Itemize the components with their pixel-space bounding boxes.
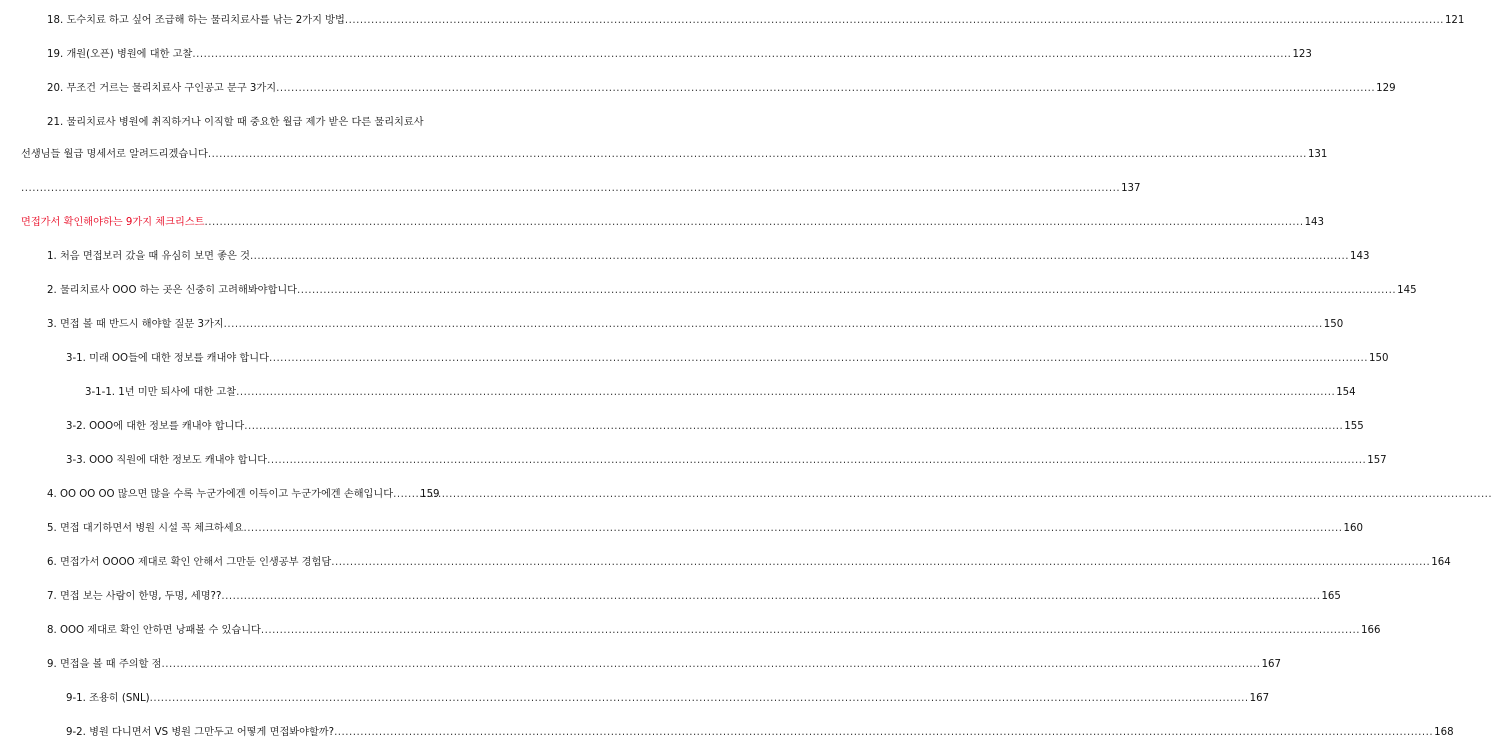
toc-entry-3-3[interactable]: [66, 454, 1387, 468]
toc-entry-related-posts[interactable]: [21, 182, 1141, 196]
toc-dot-leader: [244, 420, 1343, 434]
toc-page-number: 166: [1360, 625, 1381, 636]
toc-entry-20[interactable]: [47, 82, 1396, 96]
toc-entry-19[interactable]: [47, 48, 1312, 62]
toc-page-number: 160: [1343, 523, 1363, 534]
toc-dot-leader: [208, 148, 1307, 162]
toc-entry-3-1[interactable]: [66, 352, 1389, 366]
toc-entry-title: 8. OOO 제대로 확인 안하면 낭패볼 수 있습니다: [47, 625, 261, 636]
toc-page-number: 150: [1369, 353, 1389, 364]
toc-dot-leader: [331, 556, 1430, 570]
toc-entry-9-1[interactable]: [66, 692, 1270, 706]
toc-page-number: 137: [1121, 183, 1141, 194]
toc-page-number: 168: [1434, 727, 1454, 738]
toc-dot-leader: [345, 14, 1444, 28]
toc-entry-title: 3-1. 미래 OO들에 대한 정보를 캐내야 합니다: [66, 353, 269, 364]
toc-page-number: 165: [1321, 591, 1341, 602]
toc-entry-checklist[interactable]: [21, 216, 1325, 230]
toc-entry-title: 9. 면접을 볼 때 주의할 점: [47, 659, 162, 670]
toc-page-number: 155: [1344, 421, 1364, 432]
toc-entry-title: 18. 도수치료 하고 싶어 조급해 하는 물리치료사를 낚는 2가지 방법: [47, 15, 345, 26]
toc-entry-title: 20. 무조건 거르는 물리치료사 구인공고 문구 3가지: [47, 83, 277, 94]
toc-page-number: 159: [420, 489, 440, 500]
toc-entry-3[interactable]: [47, 318, 1344, 332]
toc-entry-8[interactable]: [47, 624, 1381, 638]
toc-page-number: 121: [1444, 15, 1465, 26]
toc-page-number: 157: [1367, 455, 1387, 466]
toc-page-number: 145: [1397, 285, 1417, 296]
toc-page-number: 150: [1323, 319, 1344, 330]
toc-entry-title: 3-2. OOO에 대한 정보를 캐내야 합니다: [66, 421, 245, 432]
toc-dot-leader: [221, 590, 1320, 604]
toc-entry-title: 1. 처음 면접보러 갔을 때 유심히 보면 좋은 것: [47, 251, 250, 262]
toc-entry-title: 4. OO OO OO 많으면 많을 수록 누군가에겐 이득이고 누군가에겐 손해입니다: [47, 489, 394, 500]
toc-entry-21-line1[interactable]: 21. 물리치료사 병원에 취직하거나 이직할 때 중요한 월급 제가 받은 다른 물리치료사: [47, 117, 424, 128]
toc-dot-leader: [334, 726, 1433, 740]
toc-entry-title: 3-3. OOO 직원에 대한 정보도 캐내야 합니다: [66, 455, 268, 466]
toc-dot-leader: [21, 182, 1120, 196]
toc-dot-leader: [393, 488, 419, 502]
toc-entry-title: 선생님들 월급 명세서로 알려드리겠습니다: [21, 149, 208, 160]
toc-entry-title: 5. 면접 대기하면서 병원 시설 꼭 체크하세요: [47, 523, 244, 534]
toc-entry-18[interactable]: [47, 14, 1465, 28]
toc-entry-title: 6. 면접가서 OOOO 제대로 확인 안해서 그만둔 인생공부 경험담: [47, 557, 332, 568]
toc-dot-leader: [269, 352, 1368, 366]
toc-entry-title: 19. 개원(오픈) 병원에 대한 고찰: [47, 49, 193, 60]
toc-dot-leader: [192, 48, 1291, 62]
toc-entry-2[interactable]: [47, 284, 1417, 298]
toc-entry-5[interactable]: [47, 522, 1363, 536]
toc-entry-7[interactable]: [47, 590, 1341, 604]
toc-entry-title: 3-1-1. 1년 미만 퇴사에 대한 고찰: [85, 387, 237, 398]
toc-entry-title: 9-1. 조용히 (SNL): [66, 693, 150, 704]
toc-dot-leader: [150, 692, 1249, 706]
toc-entry-9[interactable]: [47, 658, 1282, 672]
toc-dot-leader: [205, 216, 1304, 230]
toc-entry-title-highlight: 면접가서 확인해야하는 9가지 체크리스트: [21, 217, 205, 228]
toc-entry-4[interactable]: [47, 488, 514, 502]
toc-entry-title: 3. 면접 볼 때 반드시 해야할 질문 3가지: [47, 319, 224, 330]
toc-dot-leader: [236, 386, 1335, 400]
toc-dot-leader: [276, 82, 1375, 96]
toc-page-number: 164: [1431, 557, 1451, 568]
toc-page-number: 123: [1292, 49, 1312, 60]
toc-entry-3-2[interactable]: [66, 420, 1364, 434]
toc-page-number: 143: [1304, 217, 1325, 228]
toc-page-number: 167: [1261, 659, 1282, 670]
toc-entry-21[interactable]: [21, 148, 1328, 162]
toc-page-number: 154: [1336, 387, 1356, 398]
toc-page-number: 143: [1350, 251, 1370, 262]
toc-dot-leader: [261, 624, 1360, 638]
toc-dot-leader: [267, 454, 1366, 468]
toc-dot-leader: [243, 522, 1342, 536]
toc-page-number: 129: [1376, 83, 1396, 94]
toc-entry-title: 7. 면접 보는 사람이 한명, 두명, 세명??: [47, 591, 222, 602]
toc-page-number: 131: [1307, 149, 1328, 160]
toc-dot-leader: [161, 658, 1260, 672]
toc-dot-leader: [250, 250, 1349, 264]
toc-page-number: 167: [1249, 693, 1270, 704]
toc-entry-title: 2. 물리치료사 OOO 하는 곳은 신중히 고려해봐야합니다: [47, 285, 298, 296]
toc-entry-3-1-1[interactable]: [85, 386, 1356, 400]
toc-entry-1[interactable]: [47, 250, 1370, 264]
toc-dot-leader: [297, 284, 1396, 298]
toc-entry-6[interactable]: [47, 556, 1451, 570]
toc-dot-leader: [224, 318, 1323, 332]
toc-entry-title: 9-2. 병원 다니면서 VS 병원 그만두고 어떻게 면접봐야할까?: [66, 727, 335, 738]
toc-entry-9-2[interactable]: [66, 726, 1454, 740]
